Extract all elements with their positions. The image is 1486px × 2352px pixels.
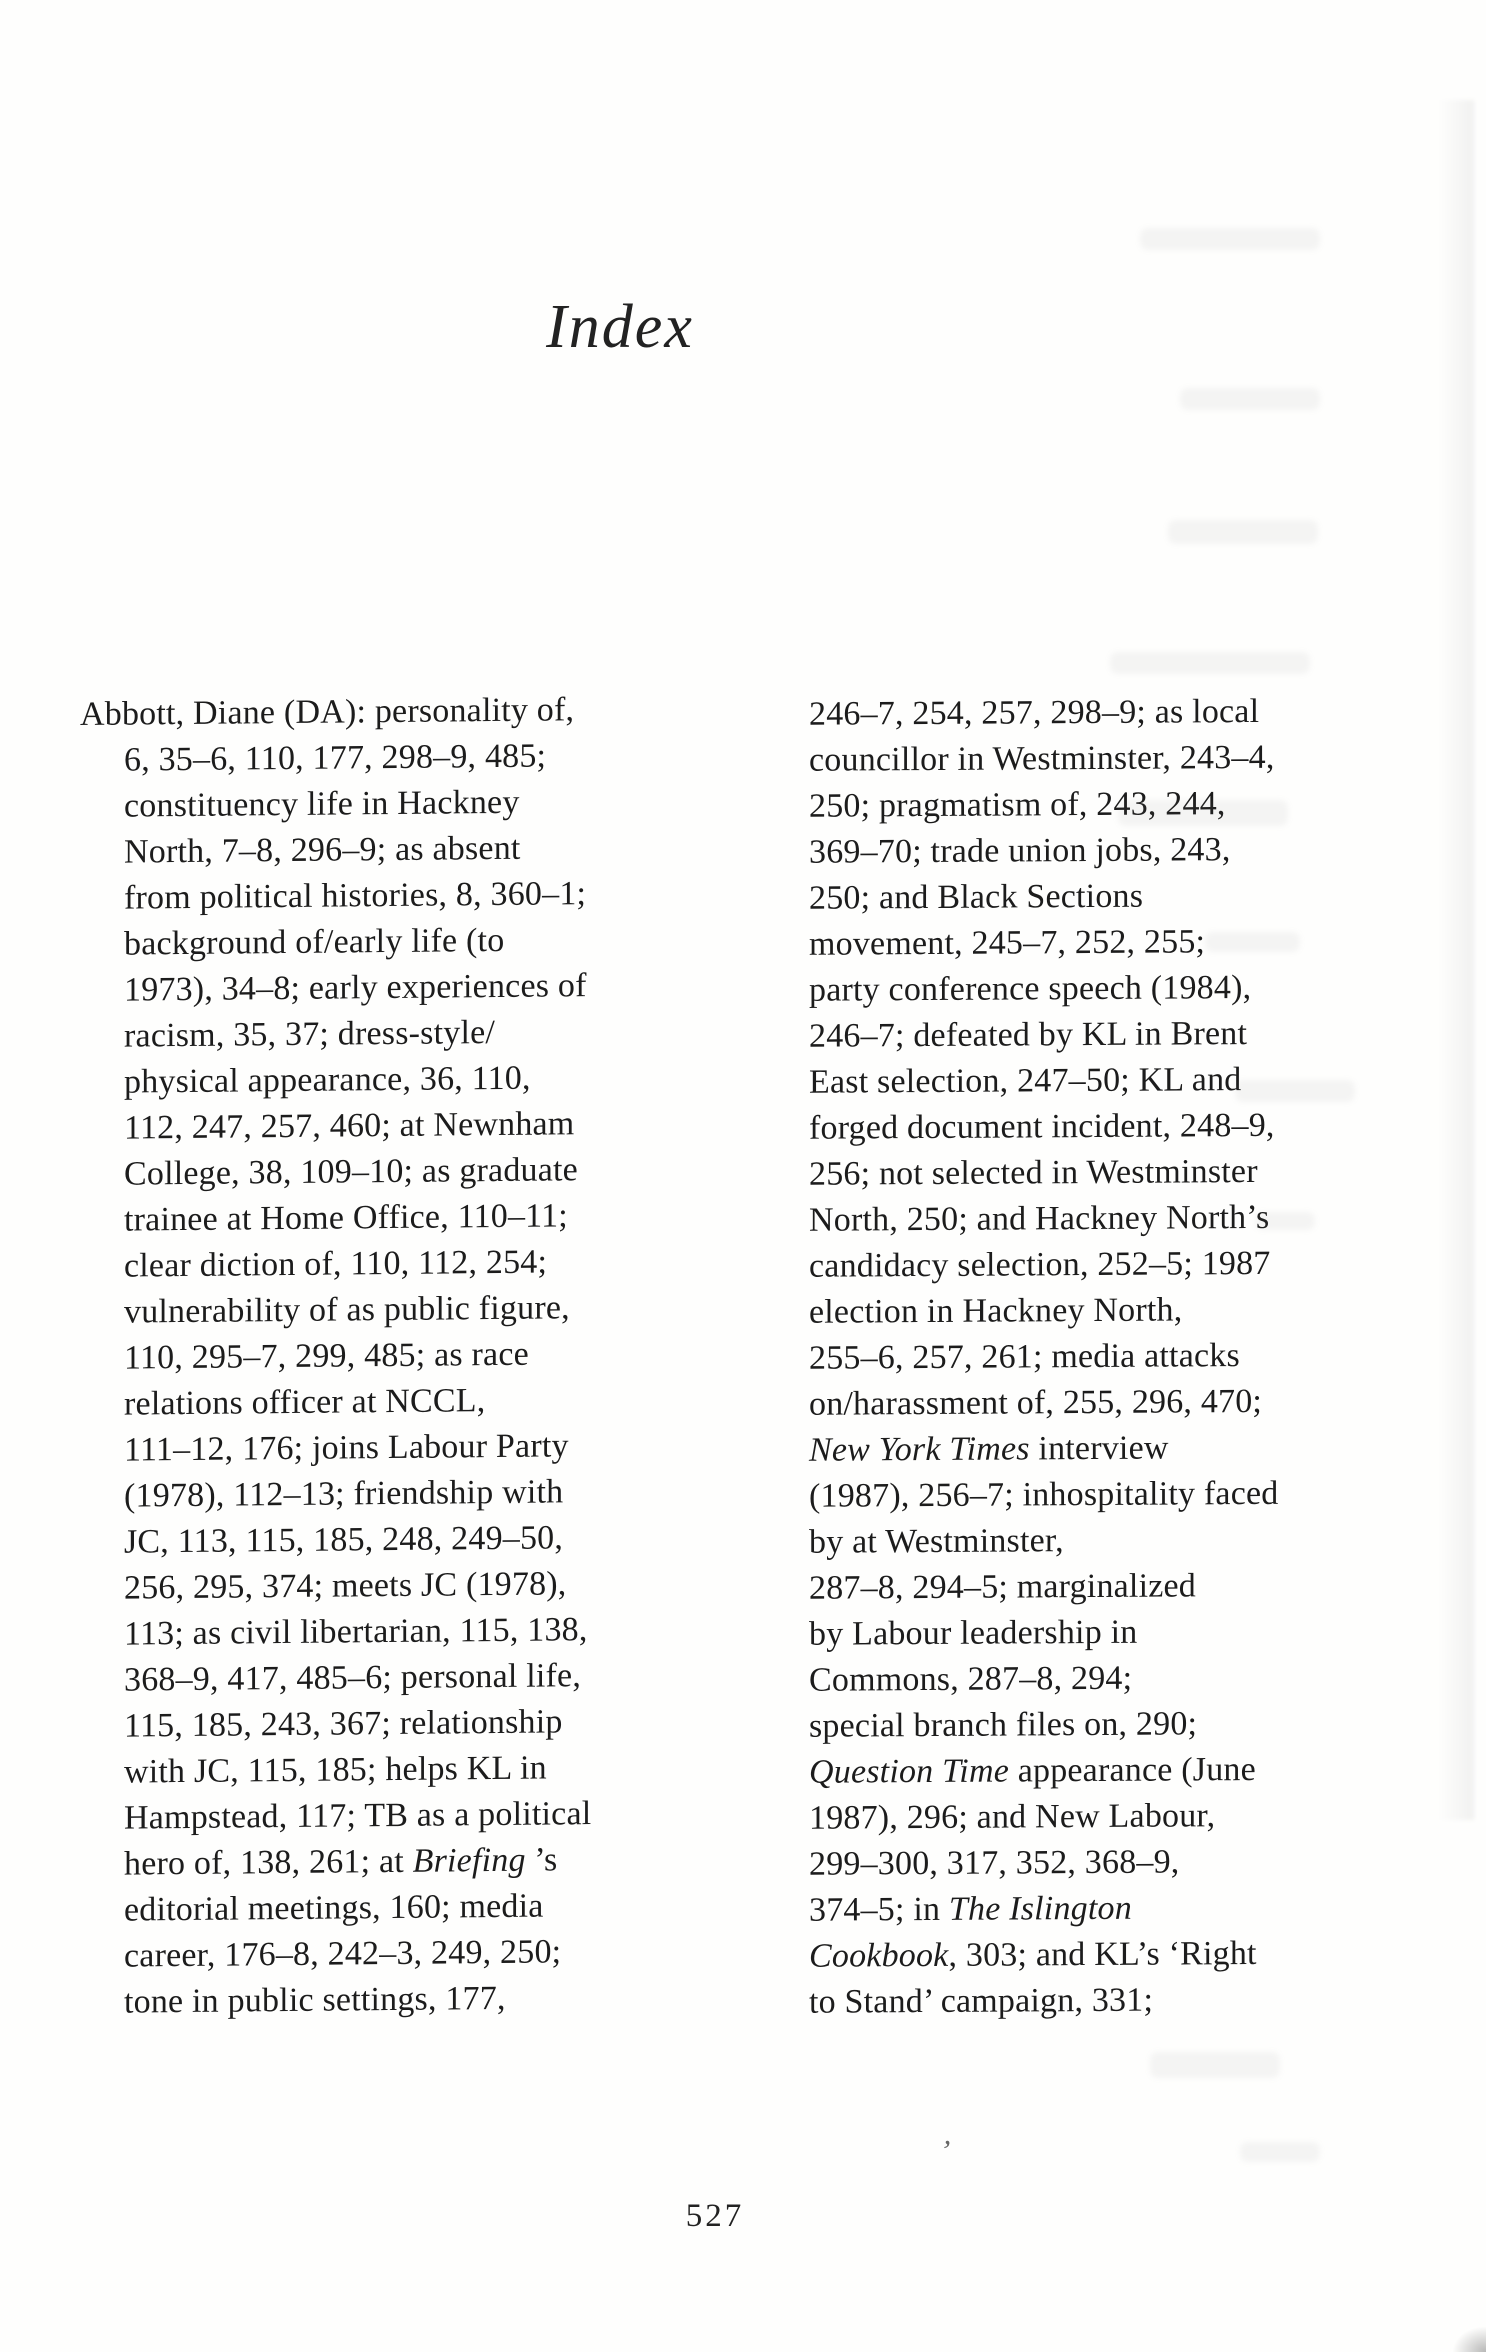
index-line: to Stand’ campaign, 331; — [809, 1981, 1154, 2021]
index-line: background of/early life (to — [124, 921, 505, 963]
index-line: 287–8, 294–5; marginalized — [809, 1567, 1197, 1607]
index-line: 115, 185, 243, 367; relationship — [124, 1703, 563, 1745]
bleed-through-mark — [1110, 652, 1310, 674]
index-line: relations officer at NCCL, — [124, 1382, 486, 1423]
index-line: Question Time appearance (June — [809, 1751, 1256, 1791]
index-line: 256; not selected in Westminster — [809, 1152, 1258, 1193]
index-line: 250; pragmatism of, 243, 244, — [809, 785, 1226, 825]
page-number: 527 — [685, 2198, 745, 2234]
bleed-through-mark — [1205, 932, 1300, 952]
bleed-through-mark — [1140, 228, 1320, 250]
index-line: (1978), 112–13; friendship with — [124, 1473, 564, 1515]
index-line: 1973), 34–8; early experiences of — [124, 967, 587, 1009]
index-line: North, 250; and Hackney North’s — [809, 1198, 1270, 1239]
index-line: by Labour leadership in — [809, 1613, 1138, 1653]
index-line: trainee at Home Office, 110–11; — [124, 1197, 568, 1239]
index-line: racism, 35, 37; dress-style/ — [124, 1014, 496, 1055]
bleed-through-mark — [1240, 2142, 1320, 2162]
index-line: 112, 247, 257, 460; at Newnham — [124, 1105, 575, 1147]
index-line: 113; as civil libertarian, 115, 138, — [124, 1611, 588, 1653]
index-line: party conference speech (1984), — [809, 969, 1252, 1009]
index-line: 1987), 296; and New Labour, — [809, 1797, 1216, 1837]
bleed-through-mark — [1118, 800, 1288, 826]
index-line: career, 176–8, 242–3, 249, 250; — [124, 1933, 562, 1975]
index-line: 374–5; in The Islington — [809, 1889, 1132, 1929]
bleed-through-mark — [1235, 1080, 1355, 1102]
index-line: editorial meetings, 160; media — [124, 1887, 544, 1929]
index-line: Commons, 287–8, 294; — [809, 1659, 1133, 1699]
index-line: hero of, 138, 261; at Briefing ’s — [124, 1841, 558, 1883]
index-line: 368–9, 417, 485–6; personal life, — [124, 1657, 582, 1699]
bleed-through-mark — [1180, 388, 1320, 410]
index-line: East selection, 247–50; KL and — [809, 1061, 1242, 1101]
index-line: College, 38, 109–10; as graduate — [124, 1151, 578, 1193]
page-title: Index — [546, 293, 694, 361]
index-line: councillor in Westminster, 243–4, — [809, 738, 1275, 779]
index-line: 255–6, 257, 261; media attacks — [809, 1337, 1240, 1377]
index-line: physical appearance, 36, 110, — [124, 1059, 531, 1101]
index-line: Hampstead, 117; TB as a political — [124, 1795, 592, 1837]
index-line: 246–7; defeated by KL in Brent — [809, 1015, 1248, 1055]
index-line: constituency life in Hackney — [124, 783, 520, 825]
index-line: on/harassment of, 255, 296, 470; — [809, 1382, 1263, 1423]
index-line: with JC, 115, 185; helps KL in — [124, 1749, 547, 1791]
index-line: New York Times interview — [809, 1429, 1169, 1469]
index-line: 369–70; trade union jobs, 243, — [809, 831, 1231, 871]
index-line: movement, 245–7, 252, 255; — [809, 923, 1206, 963]
index-line: (1987), 256–7; inhospitality faced — [809, 1474, 1279, 1515]
bleed-through-mark — [1168, 520, 1318, 544]
index-line: Abbott, Diane (DA): personality of, — [80, 691, 575, 733]
index-line: North, 7–8, 296–9; as absent — [124, 829, 521, 871]
index-line: 6, 35–6, 110, 177, 298–9, 485; — [124, 737, 547, 779]
index-line: JC, 113, 115, 185, 248, 249–50, — [124, 1519, 564, 1561]
index-column-left — [80, 686, 740, 2026]
index-line: 256, 295, 374; meets JC (1978), — [124, 1565, 567, 1607]
index-line: election in Hackney North, — [809, 1291, 1183, 1331]
index-line: candidacy selection, 252–5; 1987 — [809, 1244, 1271, 1285]
index-line: clear diction of, 110, 112, 254; — [124, 1243, 548, 1285]
bleed-through-mark — [1255, 1212, 1315, 1230]
stray-comma-mark: , — [942, 2117, 955, 2152]
index-line: forged document incident, 248–9, — [809, 1106, 1275, 1147]
index-line: 250; and Black Sections — [809, 877, 1144, 917]
index-line: 111–12, 176; joins Labour Party — [124, 1427, 569, 1469]
index-line: 299–300, 317, 352, 368–9, — [809, 1843, 1180, 1883]
index-line: Cookbook, 303; and KL’s ‘Right — [809, 1934, 1257, 1975]
index-line: tone in public settings, 177, — [124, 1979, 506, 2021]
index-column-right — [765, 688, 1465, 2026]
index-line: 110, 295–7, 299, 485; as race — [124, 1335, 529, 1377]
index-line: special branch files on, 290; — [809, 1705, 1198, 1745]
index-line: by at Westminster, — [809, 1522, 1064, 1561]
index-line: vulnerability of as public figure, — [124, 1289, 570, 1331]
bleed-through-mark — [1150, 2052, 1280, 2078]
index-line: 246–7, 254, 257, 298–9; as local — [809, 692, 1260, 733]
index-line: from political histories, 8, 360–1; — [124, 875, 587, 917]
scan-edge-shadow — [1438, 100, 1474, 1820]
corner-smudge — [1452, 2326, 1486, 2352]
